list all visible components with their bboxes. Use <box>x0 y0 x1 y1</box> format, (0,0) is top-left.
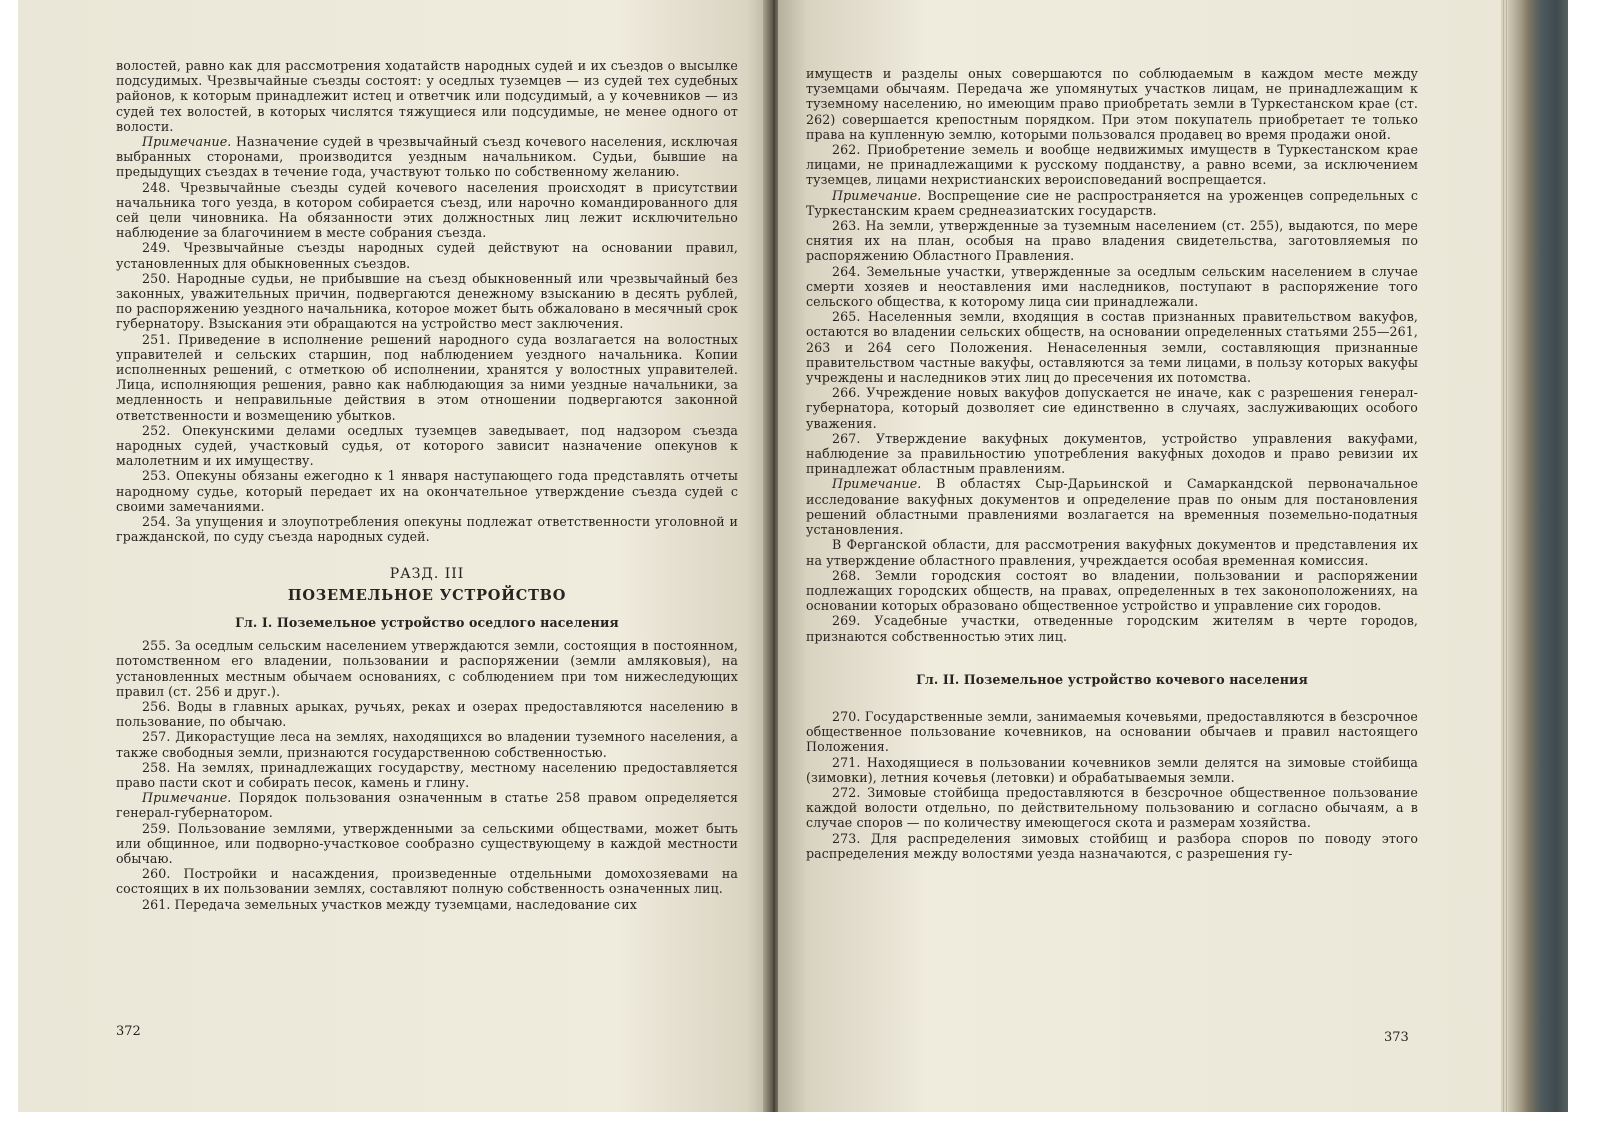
note-label: Примечание. <box>142 790 232 806</box>
right-page <box>778 0 1520 1112</box>
article-paragraph: В Ферганской области, для рассмотрения вакуфных документов и представления их на утверждение областного правления, учреждается особая временная комиссия. <box>806 537 1418 568</box>
right-page-text <box>806 66 1418 861</box>
note-paragraph <box>116 134 738 180</box>
article-paragraph: 251. Приведение в исполнение решений народного суда возлагается на волостных управителей и сельских старшин, под наблюдением уездного начальника. Копии исполненных решений, с отметкою об исполнении, хранятся у волостных управителей. Лица, исполняющия решения, равно как наблюдающия за ними уездные начальники, за медленность и неправильные действия в этом отношении подвергаются законной ответственности и возмещению убытков. <box>116 331 738 423</box>
article-paragraph: волостей, равно как для рассмотрения ходатайств народных судей и их съездов о высылке подсудимых. Чрезвычайные съезды состоят: у оседлых туземцев — из судей тех судебных районов, к которым принадлежит истец и ответчик или подсудимый, а у кочевников — из судей тех волостей, в которых числятся тяжущиеся или подсудимые, не менее одного от волости. <box>116 58 738 134</box>
article-paragraph: 253. Опекуны обязаны ежегодно к 1 января наступающего года представлять отчеты народному судье, который передает их на окончательное утверждение съезда судей с своими замечаниями. <box>116 468 738 514</box>
left-paragraphs-top <box>116 58 738 545</box>
article-paragraph: 260. Постройки и насаждения, произведенные отдельными домохозяевами на состоящих в их пользовании землях, составляют полную собственность означенных лиц. <box>116 866 738 897</box>
article-paragraph: 248. Чрезвычайные съезды судей кочевого населения происходят в присутствии начальника того уезда, в котором собирается съезд, или нарочно командированного для сей цели чиновника. На обязанности этих должностных лиц лежит исключительно наблюдение за благочинием в месте собрания съезда. <box>116 179 738 241</box>
note-label: Примечание. <box>832 187 922 203</box>
note-text: Воспрещение сие не распространяется на уроженцев сопредельных с Туркестанским краем среднеазиатских государств. <box>806 187 1418 218</box>
article-paragraph: 266. Учреждение новых вакуфов допускается не иначе, как с разрешения генерал-губернатора, который дозволяет сие единственно в случаях, заслуживающих особого уважения. <box>806 385 1418 431</box>
article-paragraph: 268. Земли городския состоят во владении, пользовании и распоряжении подлежащих городских обществ, на правах, определенных в тех законоположениях, на основании которых образовано общественное устройство и управление сих городов. <box>806 567 1418 614</box>
left-paragraphs-bottom <box>116 638 738 912</box>
section-heading: РАЗД. III <box>389 565 465 582</box>
article-paragraph: 254. За упущения и злоупотребления опекуны подлежат ответственности уголовной и гражданской, по суду съезда народных судей. <box>116 514 738 545</box>
article-paragraph: 255. За оседлым сельским населением утверждаются земли, состоящия в постоянном, потомственном его владении, пользовании и распоряжении (земли амляковыя), на установленных местным обычаем основаниях, с соблюдением при том нижеследующих правил (ст. 256 и друг.). <box>116 638 738 699</box>
note-label: Примечание. <box>832 476 922 492</box>
note-paragraph <box>116 790 738 820</box>
right-paragraphs-bottom <box>806 709 1418 861</box>
note-paragraph <box>806 188 1418 218</box>
left-page-number: 372 <box>116 1024 141 1039</box>
article-paragraph: 262. Приобретение земель и вообще недвижимых имуществ в Туркестанском крае лицами, не принадлежащими к русскому подданству, а равно всеми, за исключением туземцев, лицами нехристианских вероисповеданий воспрещается. <box>806 142 1418 188</box>
book-cover-edge <box>1508 0 1568 1112</box>
right-page-number: 373 <box>1384 1030 1409 1045</box>
article-paragraph: 252. Опекунскими делами оседлых туземцев заведывает, под надзором съезда народных судей, участковый судья, от которого зависит назначение опекунов к малолетним и их имуществу. <box>116 422 738 469</box>
article-paragraph: 259. Пользование землями, утвержденными за сельскими обществами, может быть или общинное, или подворно-участковое сообразно существующему в каждой местности обычаю. <box>116 820 738 866</box>
right-paragraphs-top <box>806 66 1418 644</box>
note-text: Назначение судей в чрезвычайный съезд кочевого населения, исключая выбранных сторонами, производится уездным начальником. Судьи, бывшие на предыдущих съездах в течение года, участвуют только по собственному желанию. <box>116 134 738 180</box>
chapter-title-1: Гл. I. Поземельное устройство оседлого населения <box>235 614 619 630</box>
chapter-title-2: Гл. II. Поземельное устройство кочевого населения <box>916 671 1308 687</box>
left-page <box>18 0 770 1112</box>
article-paragraph: 249. Чрезвычайные съезды народных судей действуют на основании правил, установленных для обыкновенных съездов. <box>116 240 738 271</box>
article-paragraph: 267. Утверждение вакуфных документов, устройство управления вакуфами, наблюдение за правильностию употребления вакуфных доходов и право ревизии их принадлежат областным правлениям. <box>806 430 1418 477</box>
article-paragraph: 261. Передача земельных участков между туземцами, наследование сих <box>142 896 637 912</box>
section-title: ПОЗЕМЕЛЬНОЕ УСТРОЙСТВО <box>287 586 567 604</box>
article-paragraph: 265. Населенныя земли, входящия в состав признанных правительством вакуфов, остаются во владении сельских обществ, на основании определенных статьями 255—261, 263 и 264 сего Положения. Ненаселенныя земли, составляющия признанные правительством частные вакуфы, оставляются за теми лицами, в пользу которых вакуфы учреждены и наследников этих лиц до пресечения их потомства. <box>806 309 1418 386</box>
article-paragraph: имуществ и разделы оных совершаются по соблюдаемым в каждом месте между туземцами обычаям. Передача же упомянутых участков лицам, не принадлежащим к туземному населению, но имеющим право приобретать земли в Туркестанском крае (ст. 262) совершается крепостным порядком. При этом покупатель приобретает те только права на купленную землю, которыми пользовался продавец во время продажи оной. <box>806 66 1418 142</box>
article-paragraph: 264. Земельные участки, утвержденные за оседлым сельским населением в случае смерти хозяев и неоставления ими наследников, поступают в распоряжение того сельского общества, к которому лица сии принадлежали. <box>806 263 1418 310</box>
left-page-text <box>116 58 738 912</box>
note-paragraph <box>806 476 1418 537</box>
article-paragraph: 270. Государственные земли, занимаемыя кочевьями, предоставляются в безсрочное общественное пользование кочевников, на основании обычаев и правил настоящего Положения. <box>806 708 1418 755</box>
article-paragraph: 250. Народные судьи, не прибывшие на съезд обыкновенный или чрезвычайный без законных, уважительных причин, подвергаются денежному взысканию в десять рублей, по распоряжению уездного начальника, которое может быть обжаловано в месячный срок губернатору. Взыскания эти обращаются на устройство мест заключения. <box>116 270 738 332</box>
open-book <box>18 0 1528 1112</box>
article-paragraph: 256. Воды в главных арыках, ручьях, реках и озерах предоставляются населению в пользование, по обычаю. <box>116 698 738 730</box>
article-paragraph: 269. Усадебные участки, отведенные городским жителям в черте городов, признаются собственностью этих лиц. <box>806 613 1418 644</box>
article-paragraph: 257. Дикорастущие леса на землях, находящихся во владении туземного населения, а также свободныя земли, признаются государственною собственностью. <box>116 729 738 760</box>
article-paragraph: 271. Находящиеся в пользовании кочевников земли делятся на зимовые стойбища (зимовки), летния кочевья (летовки) и обрабатываемыя земли. <box>806 754 1418 785</box>
note-text: В областях Сыр-Дарьинской и Самаркандской первоначальное исследование вакуфных документов и определение прав по оным для постановления решений областными правлениями возлагается на временныя поземельно-податныя установления. <box>806 476 1418 538</box>
note-text: Порядок пользования означенным в статье 258 правом определяется генерал-губернатором. <box>116 790 738 821</box>
article-paragraph: 263. На земли, утвержденные за туземным населением (ст. 255), выдаются, по мере снятия их на план, особыя на право владения свидетельства, заготовляемыя по распоряжению Областного Правления. <box>806 218 1418 264</box>
article-paragraph: 258. На землях, принадлежащих государству, местному населению предоставляется право пасти скот и собирать песок, камень и глину. <box>116 759 738 790</box>
note-label: Примечание. <box>142 134 232 150</box>
article-paragraph: 272. Зимовые стойбища предоставляются в безсрочное общественное пользование каждой волости отдельно, по действительному пользованию и согласно обычаям, а в случае споров — по количеству имеющегося скота и размерам хозяйства. <box>806 784 1418 831</box>
article-paragraph: 273. Для распределения зимовых стойбищ и разбора споров по поводу этого распределения между волостями уезда назначаются, с разрешения гу- <box>806 830 1418 861</box>
